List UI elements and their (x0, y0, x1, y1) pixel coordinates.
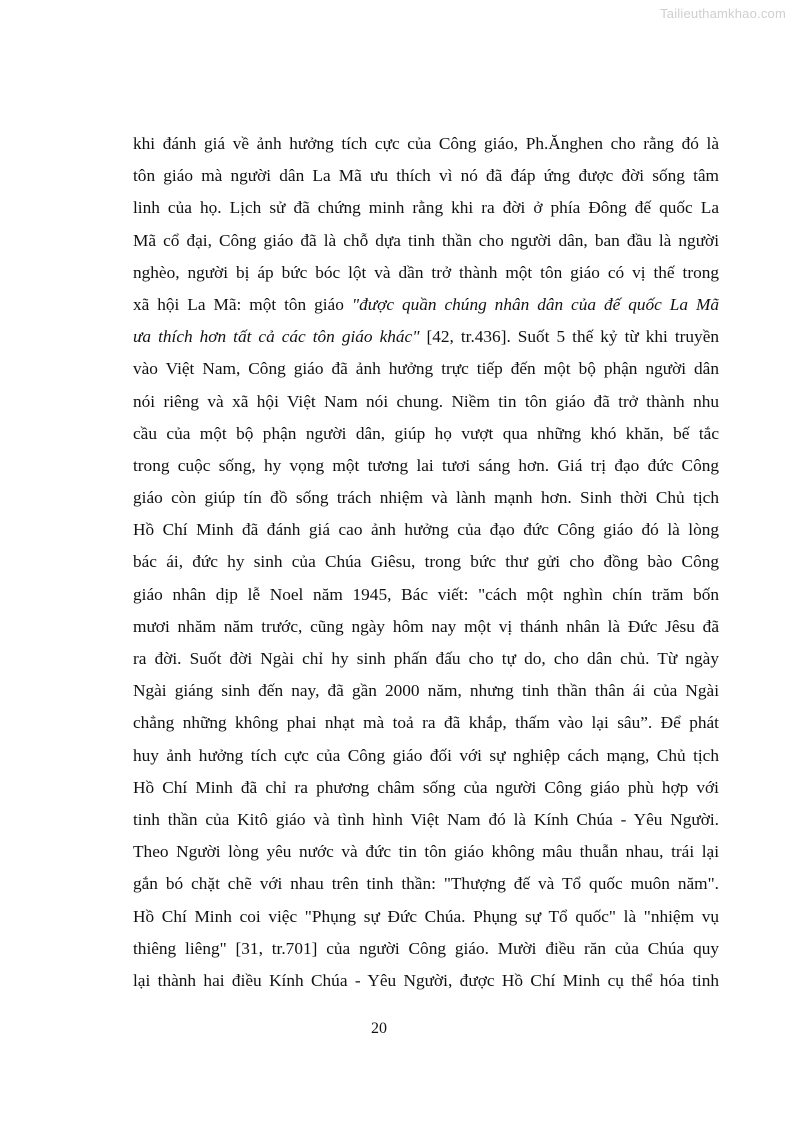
text-line (133, 289, 719, 321)
text-line: thiêng liêng" [31, tr.701] của người Công giáo. Mười điều răn của Chúa quy (133, 938, 719, 958)
text-line: lại thành hai điều Kính Chúa - Yêu Người, được Hồ Chí Minh cụ thể hóa tinh (133, 970, 719, 990)
text-line: nói riêng và xã hội Việt Nam nói chung. Niềm tin tôn giáo đã trở thành nhu (133, 391, 719, 411)
text-line: gắn bó chặt chẽ với nhau trên tinh thần: "Thượng đế và Tổ quốc muôn năm". (133, 874, 719, 894)
text-line: huy ảnh hưởng tích cực của Công giáo đối với sự nghiệp cách mạng, Chủ tịch (133, 745, 719, 765)
text-line: Theo Người lòng yêu nước và đức tin tôn giáo không mâu thuẫn nhau, trái lại (133, 842, 719, 862)
text-line: trong cuộc sống, hy vọng một tương lai tươi sáng hơn. Giá trị đạo đức Công (133, 455, 719, 475)
text-line: Hồ Chí Minh đã đánh giá cao ảnh hưởng của đạo đức Công giáo đó là lòng (133, 520, 719, 540)
text-line: Hồ Chí Minh coi việc "Phụng sự Đức Chúa. Phụng sự Tổ quốc" là "nhiệm vụ (133, 906, 719, 926)
text-line: giáo nhân dịp lễ Noel năm 1945, Bác viết: "cách một nghìn chín trăm bốn (133, 584, 719, 604)
text-line: nghèo, người bị áp bức bóc lột và dần trở thành một tôn giáo có vị thế trong (133, 262, 719, 282)
text-line: chẳng những không phai nhạt mà toả ra đã khắp, thấm vào lại sâu”. Để phát (133, 713, 719, 733)
text-line: khi đánh giá về ảnh hưởng tích cực của Công giáo, Ph.Ănghen cho rằng đó là (133, 134, 719, 153)
text-line: Ngài giáng sinh đến nay, đã gần 2000 năm, nhưng tinh thần thân ái của Ngài (133, 681, 719, 701)
text-line (133, 321, 719, 353)
quoted-text: "được quần chúng nhân dân của đế quốc La Mã (351, 294, 719, 314)
watermark: Tailieuthamkhao.com (660, 6, 786, 21)
page-body (133, 128, 719, 997)
text-line: tôn giáo mà người dân La Mã ưu thích vì nó đã đáp ứng được đời sống tâm (133, 166, 719, 186)
text-line: bác ái, đức hy sinh của Chúa Giêsu, trong bức thư gửi cho đồng bào Công (133, 552, 719, 572)
page-number: 20 (371, 1020, 387, 1037)
quoted-text: ưa thích hơn tất cả các tôn giáo khác" (133, 327, 420, 347)
text-line: tinh thần của Kitô giáo và tình hình Việt Nam đó là Kính Chúa - Yêu Người. (133, 809, 719, 829)
text-line: cầu của một bộ phận người dân, giúp họ vượt qua những khó khăn, bế tắc (133, 423, 719, 443)
text-fragment: [42, tr.436]. Suốt 5 thế kỷ từ khi truyền (419, 327, 719, 347)
text-line: ra đời. Suốt đời Ngài chỉ hy sinh phấn đấu cho tự do, cho dân chủ. Từ ngày (133, 649, 719, 668)
text-line: linh của họ. Lịch sử đã chứng minh rằng khi ra đời ở phía Đông đế quốc La (133, 198, 719, 218)
text-line: vào Việt Nam, Công giáo đã ảnh hưởng trực tiếp đến một bộ phận người dân (133, 359, 719, 379)
text-fragment: xã hội La Mã: một tôn giáo (133, 294, 344, 314)
text-line: giáo còn giúp tín đồ sống trách nhiệm và lành mạnh hơn. Sinh thời Chủ tịch (133, 488, 719, 508)
text-line: Mã cổ đại, Công giáo đã là chỗ dựa tinh thần cho người dân, ban đầu là người (133, 230, 719, 250)
text-line: Hồ Chí Minh đã chỉ ra phương châm sống của người Công giáo phù hợp với (133, 777, 719, 797)
text-line: mươi nhăm năm trước, cũng ngày hôm nay một vị thánh nhân là Đức Jêsu đã (133, 616, 719, 636)
